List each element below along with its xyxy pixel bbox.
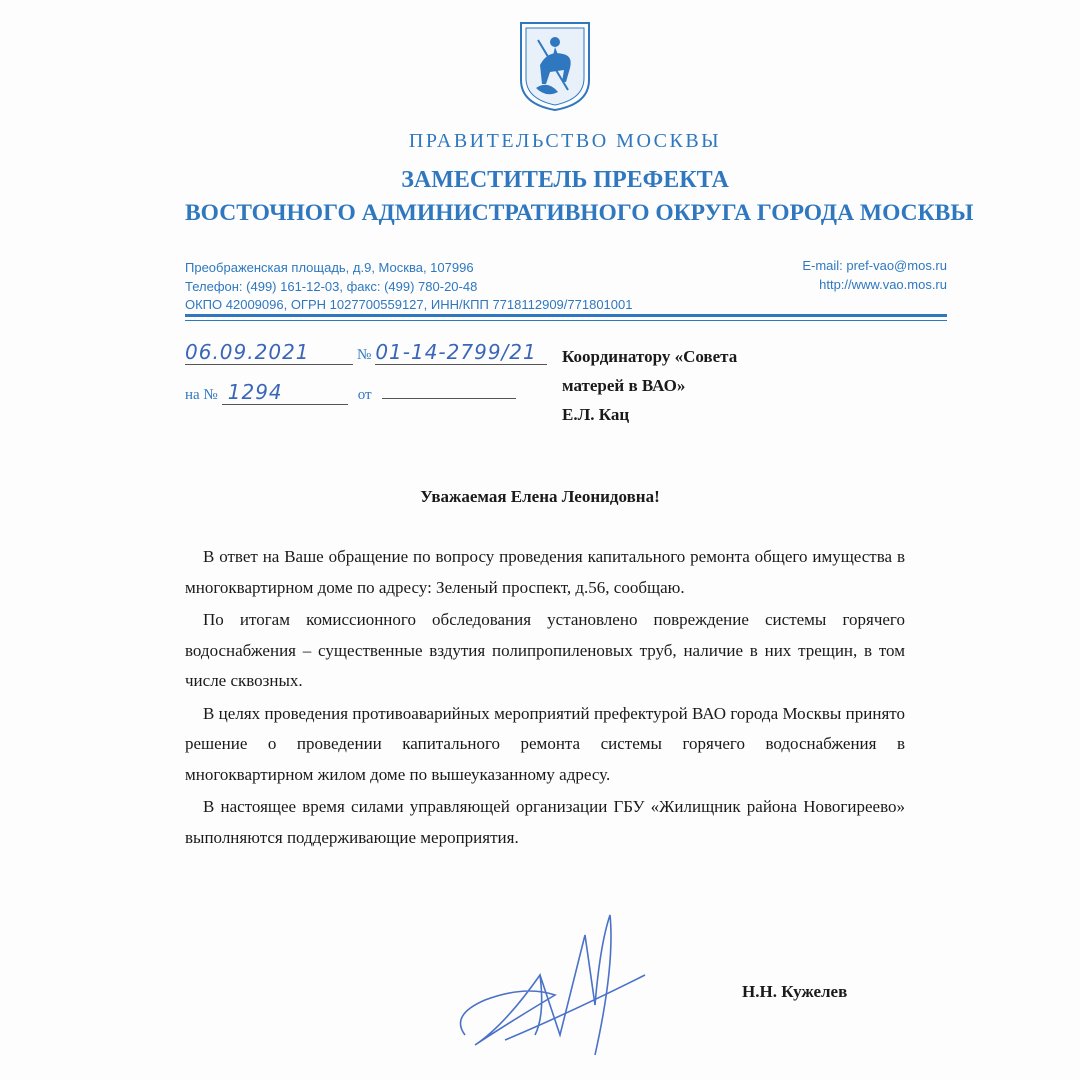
phone: Телефон: (499) 161-12-03, факс: (499) 780-20-48	[185, 279, 478, 294]
handwritten-signature	[445, 905, 675, 1065]
outgoing-number: 01-14-2799/21	[375, 340, 547, 365]
sender-department: ВОСТОЧНОГО АДМИНИСТРАТИВНОГО ОКРУГА ГОРОДА МОСКВЫ	[185, 200, 974, 226]
paragraph: В настоящее время силами управляющей организации ГБУ «Жилищник района Новогиреево» выполняются поддерживающие мероприятия.	[185, 797, 905, 847]
from-label: от	[357, 387, 372, 403]
moscow-coat-of-arms-icon	[518, 20, 592, 112]
recipient-line: матерей в ВАО»	[562, 376, 686, 395]
paragraph: В целях проведения противоаварийных мероприятий префектурой ВАО города Москвы принято решение о проведении капитального ремонта системы горячего водоснабжения в многоквартирном жилом доме по вышеуказанному адресу.	[185, 703, 905, 784]
recipient-name: Е.Л. Кац	[562, 405, 630, 424]
organization-name: ПРАВИТЕЛЬСТВО МОСКВЫ	[408, 130, 722, 152]
reply-label: на №	[185, 387, 218, 403]
recipient-line: Координатору «Совета	[562, 347, 738, 366]
registry-codes: ОКПО 42009096, ОГРН 1027700559127, ИНН/КПП 7718112909/771801001	[185, 297, 633, 312]
outgoing-date: 06.09.2021	[185, 340, 353, 365]
number-label: №	[357, 347, 372, 363]
outgoing-registration	[185, 340, 547, 365]
from-date	[382, 378, 516, 399]
recipient	[562, 342, 737, 429]
letter-body	[185, 542, 905, 855]
greeting: Уважаемая Елена Леонидовна!	[420, 487, 660, 506]
header-rule-thin	[185, 320, 947, 321]
incoming-registration	[185, 378, 516, 405]
header-rule	[185, 314, 947, 317]
reply-number: 1294	[222, 380, 348, 405]
sender-title: ЗАМЕСТИТЕЛЬ ПРЕФЕКТА	[401, 167, 729, 193]
website: http://www.vao.mos.ru	[819, 277, 947, 292]
paragraph: В ответ на Ваше обращение по вопросу проведения капитального ремонта общего имущества в многоквартирном доме по адресу: Зеленый проспект, д.56, сообщаю.	[185, 547, 905, 597]
email: E-mail: pref-vao@mos.ru	[802, 258, 947, 273]
paragraph: По итогам комиссионного обследования установлено повреждение системы горячего водоснабжения – существенные вздутия полипропиленовых труб, наличие в них трещин, в том числе сквозных.	[185, 610, 905, 690]
address: Преображенская площадь, д.9, Москва, 107996	[185, 260, 474, 275]
signer-name: Н.Н. Кужелев	[742, 982, 848, 1001]
